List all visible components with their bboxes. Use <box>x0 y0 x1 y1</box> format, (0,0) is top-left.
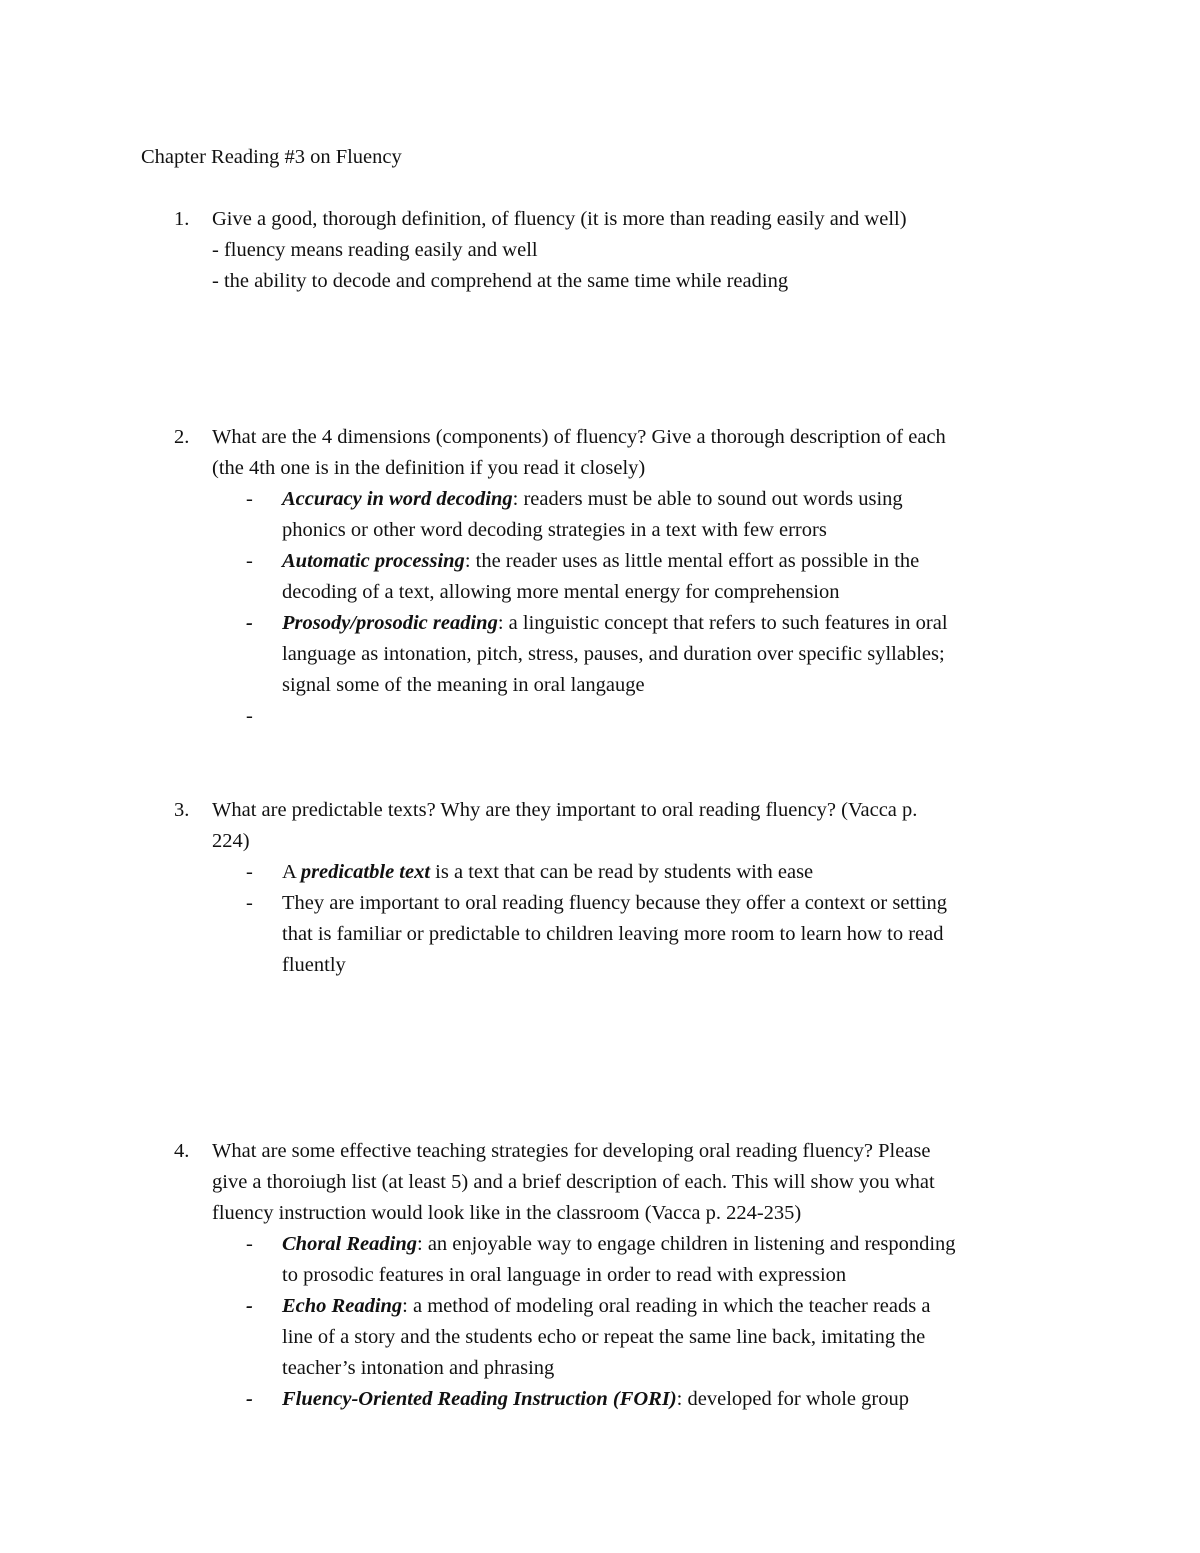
bullet-line <box>282 1389 909 1410</box>
bullet-continuation: signal some of the meaning in oral langauge <box>282 674 645 696</box>
bullet-line: They are important to oral reading fluency because they offer a context or setting <box>282 892 948 914</box>
bullet-line <box>282 489 903 510</box>
bullet-line <box>282 613 948 634</box>
bullet-line <box>282 1234 956 1255</box>
term-label: Echo Reading <box>282 1295 403 1317</box>
question-text: (the 4th one is in the definition if you read it closely) <box>212 457 646 479</box>
bullet-continuation: that is familiar or predictable to children leaving more room to learn how to read <box>282 923 944 945</box>
bullet-dash: - <box>246 892 253 914</box>
answer-line: - fluency means reading easily and well <box>212 239 538 261</box>
question-text: fluency instruction would look like in the classroom (Vacca p. 224-235) <box>212 1202 802 1224</box>
bullet-continuation: fluently <box>282 954 346 976</box>
question-number: 3. <box>174 799 190 821</box>
term-label: Fluency-Oriented Reading Instruction (FORI) <box>282 1388 677 1410</box>
bullet-continuation: decoding of a text, allowing more mental energy for comprehension <box>282 581 840 603</box>
question-text: What are predictable texts? Why are they important to oral reading fluency? (Vacca p. <box>212 799 918 821</box>
question-text: 224) <box>212 830 250 852</box>
bullet-dash: - <box>246 612 253 634</box>
bullet-dash: - <box>246 488 253 510</box>
term-label: Automatic processing <box>282 550 465 572</box>
bullet-dash: - <box>246 550 253 572</box>
bullet-prefix: A <box>282 861 301 883</box>
bullet-continuation: teacher’s intonation and phrasing <box>282 1357 555 1379</box>
term-description: : the reader uses as little mental effort as possible in the <box>464 550 920 572</box>
term-label: Choral Reading <box>282 1233 417 1255</box>
document-title: Chapter Reading #3 on Fluency <box>141 146 402 168</box>
question-number: 4. <box>174 1140 190 1162</box>
term-description: is a text that can be read by students with ease <box>430 861 814 883</box>
term-description: : a method of modeling oral reading in which the teacher reads a <box>402 1295 931 1317</box>
term-description: : an enjoyable way to engage children in listening and responding <box>417 1233 956 1255</box>
bullet-dash: - <box>246 1388 253 1410</box>
question-text: Give a good, thorough definition, of fluency (it is more than reading easily and well) <box>212 208 907 230</box>
bullet-dash: - <box>246 861 253 883</box>
bullet-continuation: line of a story and the students echo or repeat the same line back, imitating the <box>282 1326 926 1348</box>
term-label: Accuracy in word decoding <box>282 488 513 510</box>
question-text: What are some effective teaching strategies for developing oral reading fluency? Please <box>212 1140 931 1162</box>
question-number: 1. <box>174 208 190 230</box>
term-description: : readers must be able to sound out words using <box>512 488 903 510</box>
answer-line: - the ability to decode and comprehend at the same time while reading <box>212 270 789 292</box>
question-number: 2. <box>174 426 190 448</box>
bullet-line <box>282 1296 930 1317</box>
bullet-dash: - <box>246 1295 253 1317</box>
bullet-continuation: language as intonation, pitch, stress, pauses, and duration over specific syllables; <box>282 643 945 665</box>
term-label: Prosody/prosodic reading <box>282 612 498 634</box>
bullet-continuation: to prosodic features in oral language in order to read with expression <box>282 1264 847 1286</box>
bullet-line <box>282 862 813 883</box>
bullet-line <box>282 551 919 572</box>
question-text: What are the 4 dimensions (components) of fluency? Give a thorough description of each <box>212 426 946 448</box>
term-description: : developed for whole group <box>676 1388 909 1410</box>
bullet-dash: - <box>246 705 253 727</box>
bullet-dash: - <box>246 1233 253 1255</box>
term-label: predicatble text <box>300 861 431 883</box>
question-text: give a thoroiugh list (at least 5) and a brief description of each. This will show you what <box>212 1171 935 1193</box>
bullet-continuation: phonics or other word decoding strategies in a text with few errors <box>282 519 827 541</box>
term-description: : a linguistic concept that refers to such features in oral <box>497 612 948 634</box>
